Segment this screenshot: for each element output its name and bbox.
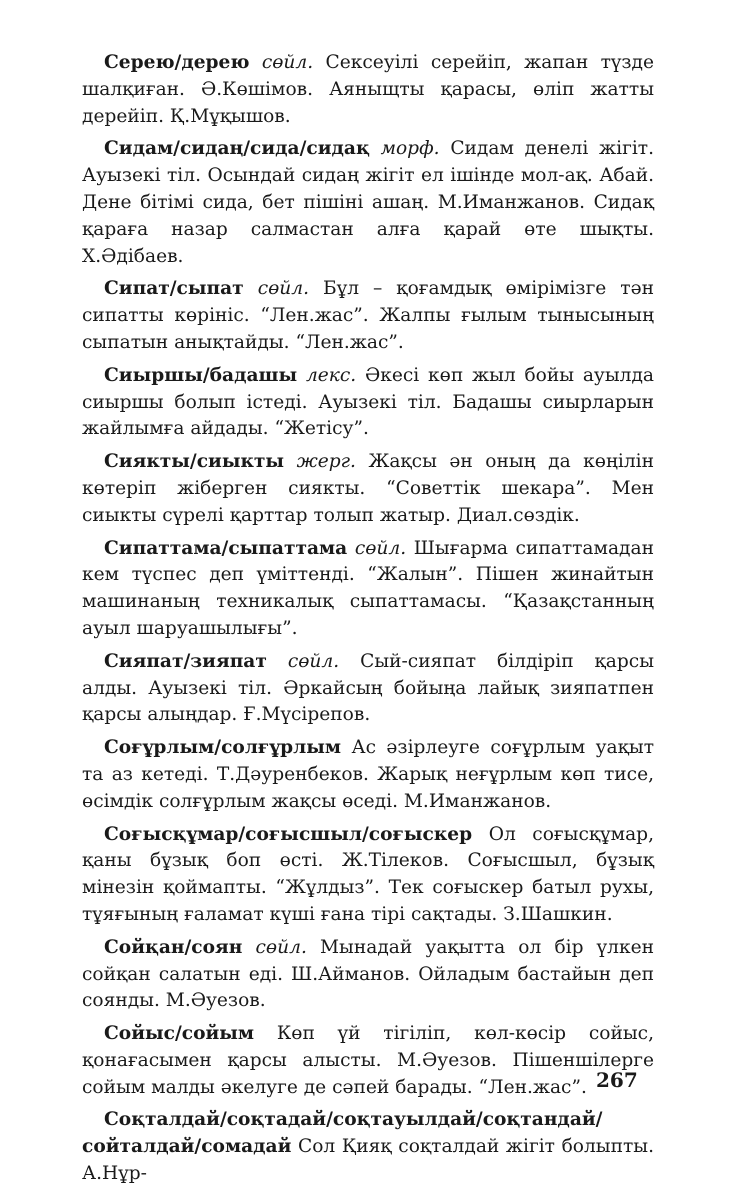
entry-text: Әкесі көп жыл бойы ауылда сиыршы болып істеді. Ауызекі тіл. Бадашы сиырларын жайлымға айдады. “Жетісу”. [82,364,654,440]
dictionary-entry [82,1021,654,1101]
dictionary-entry [82,136,654,270]
headword: Сипат/сыпат [104,278,244,300]
usage-label: сөйл. [257,278,310,300]
entry-text: Сидам денелі жігіт. Ауызекі тіл. Осындай сидаң жігіт ел ішінде мол-ақ. Абай. Дене бітімі сида, бет пішіні ашаң. М.Иманжанов. Сидақ қараға назар салмастан алға қарай өте шықты. Х.Әдібаев. [82,138,654,267]
dictionary-entry [82,735,654,815]
headword: Сойқан/соян [104,936,243,958]
usage-label: сөйл. [354,537,407,559]
usage-label: сөйл. [255,936,307,958]
usage-label: сөйл. [261,52,314,73]
dictionary-entry [82,536,654,643]
entry-text: Ол соғысқұмар, қаны бұзық боп өсті. Ж.Тілеков. Соғысшыл, бұзық мінезін қоймапты. “Жұлдыз”. Тек соғыскер батыл рухы, тұяғының ғаламат күші ғана тірі сақтады. З.Шашкин. [82,823,654,925]
dictionary-entry [82,649,654,729]
entry-text: Жақсы ән оның да көңілін көтеріп жіберген сиякты. “Советтік шекара”. Мен сиыкты сүрелі қарттар толып жатыр. Диал.сөздік. [82,451,654,526]
usage-label: сөйл. [287,650,340,672]
headword: Соғұрлым/солғұрлым [104,737,342,759]
headword: Сойыс/сойым [104,1023,255,1045]
dictionary-entry [82,50,654,130]
entry-text: Бұл – қоғамдық өмірімізге тән сипатты көрініс. “Лен.жас”. Жалпы ғылым тынысының сыпатын анықтайды. “Лен.жас”. [82,278,654,353]
entry-text: Ас әзірлеуге соғұрлым уақыт та аз кетеді. Т.Дәуренбеков. Жарық неғұрлым көп тисе, өсімдік солғұрлым жақсы өседі. М.Иманжанов. [82,737,654,812]
entry-text: Шығарма сипаттамадан кем түспес деп үміттенді. “Жалын”. Пішен жинайтын машинаның техникалық сыпаттамасы. “Қазақстанның ауыл шаруашылығы”. [82,537,654,639]
headword: Сияпат/зияпат [104,650,267,672]
headword: Соғысқұмар/соғысшыл/соғыскер [104,823,473,845]
entry-text: Сый-сияпат білдіріп қарсы алды. Ауызекі тіл. Әркайсың бойыңа лайық зияпатпен қарсы алыңдар. Ғ.Мүсірепов. [82,650,654,726]
headword: Сипаттама/сыпаттама [104,537,348,559]
usage-label: жерг. [296,451,356,473]
entry-text: Сол Қияқ соқталдай жігіт болыпты. А.Нұр- [82,1136,654,1185]
entry-text: Мынадай уақытта ол бір үлкен сойқан салатын еді. Ш.Айманов. Ойладым бастайын деп соянды. М.Әуезов. [82,936,654,1012]
dictionary-page [82,50,654,1194]
headword: Сидам/сидаң/сида/сидақ [104,138,370,160]
page-number: 267 [596,1068,638,1092]
dictionary-entry [82,363,654,443]
dictionary-entry [82,449,654,529]
headword: Сиякты/сиыкты [104,451,285,473]
dictionary-entry [82,935,654,1015]
entry-text: Сексеуілі серейіп, жапан түзде шалқиған. Ә.Көшімов. Аяныщты қарасы, өліп жатты дерейіп. Қ.Мұқышов. [82,52,654,127]
entry-text: Көп үй тігіліп, көл-көсір сойыс, қонағасымен қарсы алысты. М.Әуезов. Пішеншілерге сойым малды әкелуге де сәпей барады. “Лен.жас”. [82,1023,654,1098]
dictionary-entry [82,1107,654,1187]
usage-label: лекс. [305,364,357,386]
headword: Серею/дерею [104,52,250,73]
dictionary-entry [82,276,654,356]
headword: Сиыршы/бадашы [104,364,298,386]
dictionary-entry [82,822,654,929]
usage-label: морф. [380,138,440,160]
headword: Соқталдай/соқтадай/соқтауылдай/соқтандай/сойталдай/сомадай [82,1109,603,1158]
